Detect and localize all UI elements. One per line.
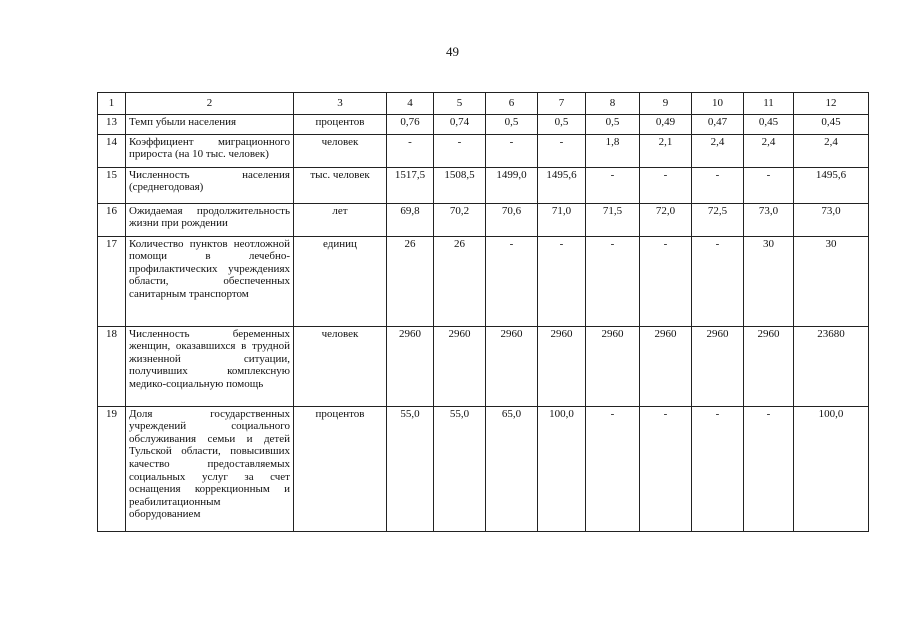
header-cell: 10 (692, 93, 744, 115)
value-cell: 30 (744, 236, 794, 326)
value-cell: 2960 (586, 326, 640, 406)
unit-cell: человек (294, 134, 387, 167)
value-cell: 73,0 (794, 203, 869, 236)
value-cell: 2960 (744, 326, 794, 406)
value-cell: - (692, 167, 744, 203)
value-cell: 100,0 (538, 406, 586, 531)
value-cell: - (640, 236, 692, 326)
header-cell: 7 (538, 93, 586, 115)
value-cell: - (744, 167, 794, 203)
value-cell: 2960 (538, 326, 586, 406)
value-cell: 55,0 (434, 406, 486, 531)
value-cell: - (434, 134, 486, 167)
value-cell: 30 (794, 236, 869, 326)
value-cell: - (744, 406, 794, 531)
unit-cell: человек (294, 326, 387, 406)
page-number: 49 (446, 44, 459, 59)
value-cell: 1517,5 (387, 167, 434, 203)
indicator-name-cell: Ожидаемая продолжительность жизни при рождении (126, 203, 294, 236)
value-cell: 2,4 (794, 134, 869, 167)
indicator-name-cell: Доля государственных учреждений социального обслуживания семьи и детей Тульской области, повысивших качество предоставляемых социальных услуг за счет оснащения коррекционным и реабилитационным оборудованием (126, 406, 294, 531)
row-number-cell: 14 (98, 134, 126, 167)
value-cell: 55,0 (387, 406, 434, 531)
table-row (98, 134, 869, 167)
value-cell: 0,45 (744, 114, 794, 134)
table-row (98, 167, 869, 203)
table-row (98, 114, 869, 134)
value-cell: 0,5 (586, 114, 640, 134)
value-cell: 2960 (387, 326, 434, 406)
value-cell: - (538, 236, 586, 326)
row-number-cell: 15 (98, 167, 126, 203)
row-number-cell: 16 (98, 203, 126, 236)
value-cell: - (692, 236, 744, 326)
table-row (98, 236, 869, 326)
value-cell: - (586, 167, 640, 203)
value-cell: - (387, 134, 434, 167)
row-number-cell: 18 (98, 326, 126, 406)
value-cell: 2,4 (744, 134, 794, 167)
header-cell: 6 (486, 93, 538, 115)
value-cell: - (692, 406, 744, 531)
indicator-name-cell: Количество пунктов неотложной помощи в лечебно-профилактических учреждениях области, обеспеченных санитарным транспортом (126, 236, 294, 326)
indicators-table (97, 92, 869, 532)
unit-cell: лет (294, 203, 387, 236)
value-cell: 2960 (640, 326, 692, 406)
value-cell: 0,5 (486, 114, 538, 134)
indicator-name-cell: Темп убыли населения (126, 114, 294, 134)
header-cell: 11 (744, 93, 794, 115)
value-cell: 0,49 (640, 114, 692, 134)
header-cell: 1 (98, 93, 126, 115)
value-cell: 65,0 (486, 406, 538, 531)
value-cell: 0,47 (692, 114, 744, 134)
table-row (98, 326, 869, 406)
table-row (98, 406, 869, 531)
value-cell: - (640, 406, 692, 531)
table-header-row (98, 93, 869, 115)
value-cell: 71,0 (538, 203, 586, 236)
value-cell: - (486, 134, 538, 167)
row-number-cell: 13 (98, 114, 126, 134)
value-cell: - (586, 406, 640, 531)
value-cell: 26 (387, 236, 434, 326)
indicator-name-cell: Численность населения (среднегодовая) (126, 167, 294, 203)
value-cell: - (486, 236, 538, 326)
indicator-name-cell: Коэффициент миграционного прироста (на 10 тыс. человек) (126, 134, 294, 167)
value-cell: 1495,6 (794, 167, 869, 203)
header-cell: 12 (794, 93, 869, 115)
value-cell: 2960 (692, 326, 744, 406)
value-cell: 73,0 (744, 203, 794, 236)
header-cell: 2 (126, 93, 294, 115)
row-number-cell: 17 (98, 236, 126, 326)
unit-cell: тыс. человек (294, 167, 387, 203)
header-cell: 5 (434, 93, 486, 115)
value-cell: 2,1 (640, 134, 692, 167)
value-cell: - (538, 134, 586, 167)
value-cell: 70,6 (486, 203, 538, 236)
value-cell: 0,5 (538, 114, 586, 134)
value-cell: 0,45 (794, 114, 869, 134)
value-cell: 23680 (794, 326, 869, 406)
value-cell: 72,5 (692, 203, 744, 236)
value-cell: 26 (434, 236, 486, 326)
value-cell: 1499,0 (486, 167, 538, 203)
unit-cell: процентов (294, 406, 387, 531)
value-cell: 2960 (434, 326, 486, 406)
value-cell: 0,76 (387, 114, 434, 134)
indicator-name-cell: Численность беременных женщин, оказавшихся в трудной жизненной ситуации, получивших комплексную медико-социальную помощь (126, 326, 294, 406)
value-cell: 71,5 (586, 203, 640, 236)
value-cell: 100,0 (794, 406, 869, 531)
value-cell: 2960 (486, 326, 538, 406)
header-cell: 4 (387, 93, 434, 115)
table-row (98, 203, 869, 236)
value-cell: 72,0 (640, 203, 692, 236)
value-cell: 2,4 (692, 134, 744, 167)
value-cell: 1,8 (586, 134, 640, 167)
value-cell: 69,8 (387, 203, 434, 236)
header-cell: 8 (586, 93, 640, 115)
value-cell: - (640, 167, 692, 203)
row-number-cell: 19 (98, 406, 126, 531)
unit-cell: единиц (294, 236, 387, 326)
header-cell: 9 (640, 93, 692, 115)
value-cell: 1508,5 (434, 167, 486, 203)
value-cell: 0,74 (434, 114, 486, 134)
value-cell: - (586, 236, 640, 326)
header-cell: 3 (294, 93, 387, 115)
unit-cell: процентов (294, 114, 387, 134)
value-cell: 1495,6 (538, 167, 586, 203)
value-cell: 70,2 (434, 203, 486, 236)
